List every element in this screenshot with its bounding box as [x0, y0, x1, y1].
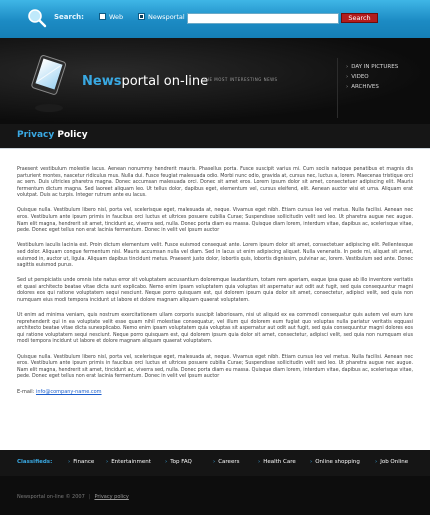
page-title-accent: Privacy: [17, 130, 55, 140]
copyright-text: Newsportal on-line © 2007: [17, 494, 85, 500]
classified-label: Careers: [218, 459, 240, 465]
footer-separator: |: [88, 494, 91, 500]
classified-label: Top FAQ: [170, 459, 192, 465]
classified-entertainment[interactable]: [106, 459, 151, 465]
email-link[interactable]: info@company-name.com: [35, 389, 102, 396]
handheld-device-icon: [26, 52, 72, 118]
nav-item-label: DAY IN PICTURES: [351, 64, 399, 70]
logo-rest: portal on-line: [121, 74, 209, 89]
body-paragraph: Vestibulum iaculis lacinia est. Proin dictum elementum velit. Fusce euismod consequat ante. Lorem ipsum dolor sit amet, consectetuer adipiscing elit. Pellentesque sed dolor. Aliquam congue fermentum nisl. Mauris accumsan nulla vel diam. Sed in lacus ut enim adipiscing aliquet. Nulla venenatis. In pede mi, aliquet sit amet, euismod in, auctor ut, ligula. Aliquam dapibus tincidunt metus. Praesent justo dolor, lobortis quis, lobortis dignissim, pulvinar ac, lorem. Vestibulum sed ante. Donec sagittis euismod purus.: [17, 243, 413, 269]
search-button[interactable]: Search: [341, 13, 378, 23]
chevron-right-icon: ›: [165, 459, 168, 465]
chevron-right-icon: ›: [106, 459, 109, 465]
body-paragraph: Sed ut perspiciatis unde omnis iste natus error sit voluptatem accusantium doloremque laudantium, totam rem aperiam, eaque ipsa quae ab illo inventore veritatis et quasi architecto beatae vitae dicta sunt explicabo. Nemo enim ipsam voluptatem quia voluptas sit aspernatur aut odit aut fugit, sed quia consequuntur magni dolores eos qui ratione voluptatem sequi nesciunt. Neque porro quisquam est, qui dolorem ipsum quia dolor sit amet, consectetur, adipisci velit, sed quia non numquam eius modi tempora incidunt ut labore et dolore magnam aliquam quaerat voluptatem.: [17, 278, 413, 303]
nav-item-label: VIDEO: [351, 74, 369, 80]
newsportal-option-label: Newsportal: [148, 13, 185, 21]
chevron-right-icon: ›: [213, 459, 216, 465]
classified-top-faq[interactable]: [165, 459, 192, 465]
classified-label: Health Care: [263, 459, 296, 465]
site-footer: [0, 476, 430, 515]
chevron-right-icon: ›: [310, 459, 313, 465]
classified-job-online[interactable]: [375, 459, 408, 465]
privacy-policy-link[interactable]: Privacy policy: [94, 494, 129, 500]
nav-item-archives[interactable]: [346, 84, 398, 90]
body-paragraph: Quisque nulla. Vestibulum libero nisl, porta vel, scelerisque eget, malesuada at, neque. Vivamus eget nibh. Etiam cursus leo vel metus. Nulla facilisi. Aenean nec eros. Vestibulum ante ipsum primis in faucibus orci luctus et ultrices posuere cubilia Curae; Suspendisse sollicitudin velit sed leo. Ut pharetra augue nec augue. Nam elit magna, hendrerit sit amet, tincidunt ac, viverra sed, nulla. Donec porta diam eu massa. Quisque diam lorem, interdum vitae, dapibus ac, scelerisque vitae, pede. Donec eget tellus non erat lacinia fermentum. Donec in velit vel ipsum auctor: [17, 208, 413, 234]
email-line: [17, 389, 413, 395]
web-option-label: Web: [109, 13, 124, 21]
copyright-line: [17, 494, 129, 500]
classified-label: Online shopping: [315, 459, 360, 465]
body-paragraph: Praesent vestibulum molestie lacus. Aenean nonummy hendrerit mauris. Phasellus porta. Fusce suscipit varius mi. Cum sociis natoque penatibus et magnis dis parturient montes, nascetur ridiculus mus. Nulla dui. Fusce feugiat malesuada odio. Morbi nunc odio, gravida at, cursus nec, luctus a, lorem. Maecenas tristique orci ac sem. Duis ultricies pharetra magna. Donec accumsan malesuada orci. Donec sit amet eros. Lorem ipsum dolor sit amet, consectetuer adipiscing elit. Mauris fermentum dictum magna. Sed laoreet aliquam leo. Ut tellus dolor, dapibus eget, elementum vel, cursus eleifend, elit. Aenean auctor wisi et urna. Aliquam erat volutpat. Duis ac turpis. Integer rutrum ante eu lacus.: [17, 167, 413, 199]
nav-item-day-in-pictures[interactable]: [346, 64, 398, 70]
classified-careers[interactable]: [213, 459, 239, 465]
site-tagline: THE MOST INTERESTING NEWS: [203, 77, 278, 82]
site-logo[interactable]: [82, 74, 208, 89]
chevron-right-icon: ›: [375, 459, 378, 465]
chevron-right-icon: ›: [258, 459, 261, 465]
search-input[interactable]: [187, 13, 339, 24]
page-title: [17, 130, 88, 140]
chevron-right-icon: ›: [68, 459, 71, 465]
nav-item-label: ARCHIVES: [351, 84, 379, 90]
classified-label: Entertainment: [111, 459, 151, 465]
logo-brand: News: [82, 74, 122, 89]
page-title-rest: Policy: [57, 130, 88, 140]
email-label: E-mail:: [17, 389, 35, 396]
chevron-right-icon: ›: [346, 64, 349, 70]
body-paragraph: Quisque nulla. Vestibulum libero nisl, porta vel, scelerisque eget, malesuada at, neque. Vivamus eget nibh. Etiam cursus leo vel metus. Nulla facilisi. Aenean nec eros. Vestibulum ante ipsum primis in faucibus orci luctus et ultrices posuere cubilia Curae; Suspendisse sollicitudin velit sed leo. Ut pharetra augue nec augue. Nam elit magna, hendrerit sit amet, tincidunt ac, viverra sed, nulla. Donec porta diam eu massa. Quisque diam lorem, interdum vitae, dapibus ac, scelerisque vitae, pede. Donec eget tellus non erat lacinia fermentum. Donec in velit vel ipsum auctor: [17, 354, 413, 380]
classified-label: Job Online: [380, 459, 409, 465]
header-divider: [337, 58, 338, 118]
classified-finance[interactable]: [68, 459, 94, 465]
header-nav: [346, 64, 398, 94]
chevron-right-icon: ›: [346, 84, 349, 90]
search-bar: [0, 0, 430, 38]
classified-label: Finance: [73, 459, 95, 465]
body-paragraph: Ut enim ad minima veniam, quis nostrum exercitationem ullam corporis suscipit laboriosam, nisi ut aliquid ex ea commodi consequatur quis autem vel eum iure reprehenderit qui in ea voluptate velit esse quam nihil molestiae consequatur, vel illum qui dolorem eum fugiat quo voluptas nulla pariatur veritatis eqquasi architecto beatae vitae dicta sunexplicabo. Nemo enim ipsam voluptatem quia voluptas sit aspernatur aut odit aut fugit, sed quia consequuntur magni dolores eos qui ratione voluptatem sequi nesciunt. Neque porro quisquam est, qui dolorem ipsum quia dolor sit amet, consectetur, adipisci velit, sed quia non numquam eius modi tempora incidunt ut labore et dolore magnam aliquam quaerat voluptatem.: [17, 313, 413, 345]
classifieds-bar: [0, 450, 430, 476]
classified-online-shopping[interactable]: [310, 459, 360, 465]
chevron-right-icon: ›: [346, 74, 349, 80]
title-bar: [0, 124, 430, 148]
site-header: [0, 38, 430, 124]
nav-item-video[interactable]: [346, 74, 398, 80]
classified-health-care[interactable]: [258, 459, 296, 465]
newsportal-checkbox[interactable]: [138, 13, 145, 20]
policy-content: [17, 167, 413, 395]
title-divider: [0, 148, 430, 149]
magnifier-icon: [26, 8, 48, 28]
search-label: Search:: [54, 13, 84, 21]
classifieds-label: Classifieds:: [17, 459, 53, 465]
web-checkbox[interactable]: [99, 13, 106, 20]
